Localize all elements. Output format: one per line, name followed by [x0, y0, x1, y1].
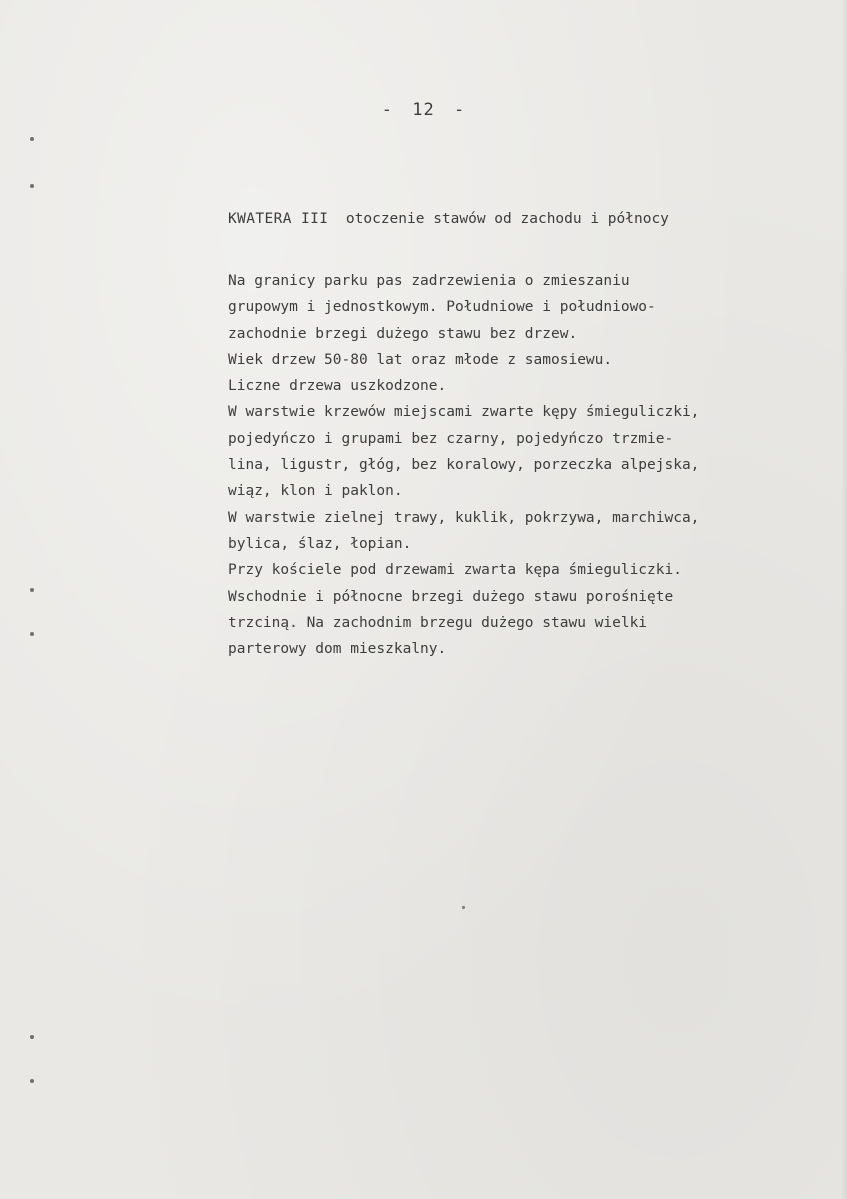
paper-speck: [462, 906, 465, 909]
text-line: grupowym i jednostkowym. Południowe i południowo-: [228, 299, 656, 316]
text-line: pojedyńczo i grupami bez czarny, pojedyńczo trzmie-: [228, 430, 674, 447]
text-line: Wschodnie i północne brzegi dużego stawu porośnięte: [228, 588, 674, 605]
punch-hole-mark: [30, 1035, 34, 1039]
text-line: W warstwie krzewów miejscami zwarte kępy śmieguliczki,: [228, 404, 700, 421]
text-line: Przy kościele pod drzewami zwarta kępa śmieguliczki.: [228, 562, 682, 579]
text-line: W warstwie zielnej trawy, kuklik, pokrzywa, marchiwca,: [228, 509, 700, 526]
section-subtitle: otoczenie stawów od zachodu i północy: [345, 211, 669, 227]
text-line: lina, ligustr, głóg, bez koralowy, porzeczka alpejska,: [228, 457, 700, 474]
section-title: KWATERA III: [228, 211, 329, 227]
text-line: wiąz, klon i paklon.: [228, 483, 403, 500]
text-line: Liczne drzewa uszkodzone.: [228, 378, 447, 395]
punch-hole-mark: [30, 1079, 34, 1083]
punch-hole-mark: [30, 632, 34, 636]
page-number: - 12 -: [381, 100, 466, 120]
punch-hole-mark: [30, 137, 34, 141]
page-edge-shadow: [841, 0, 847, 1199]
section-heading: [228, 211, 669, 227]
text-line: parterowy dom mieszkalny.: [228, 641, 447, 658]
text-line: zachodnie brzegi dużego stawu bez drzew.: [228, 325, 578, 342]
punch-hole-mark: [30, 184, 34, 188]
punch-hole-mark: [30, 588, 34, 592]
text-line: trzciną. Na zachodnim brzegu dużego stawu wielki: [228, 614, 648, 631]
text-line: bylica, ślaz, łopian.: [228, 535, 412, 552]
body-paragraph: [228, 268, 699, 662]
text-line: Na granicy parku pas zadrzewienia o zmieszaniu: [228, 273, 630, 289]
text-line: Wiek drzew 50-80 lat oraz młode z samosiewu.: [228, 351, 613, 368]
